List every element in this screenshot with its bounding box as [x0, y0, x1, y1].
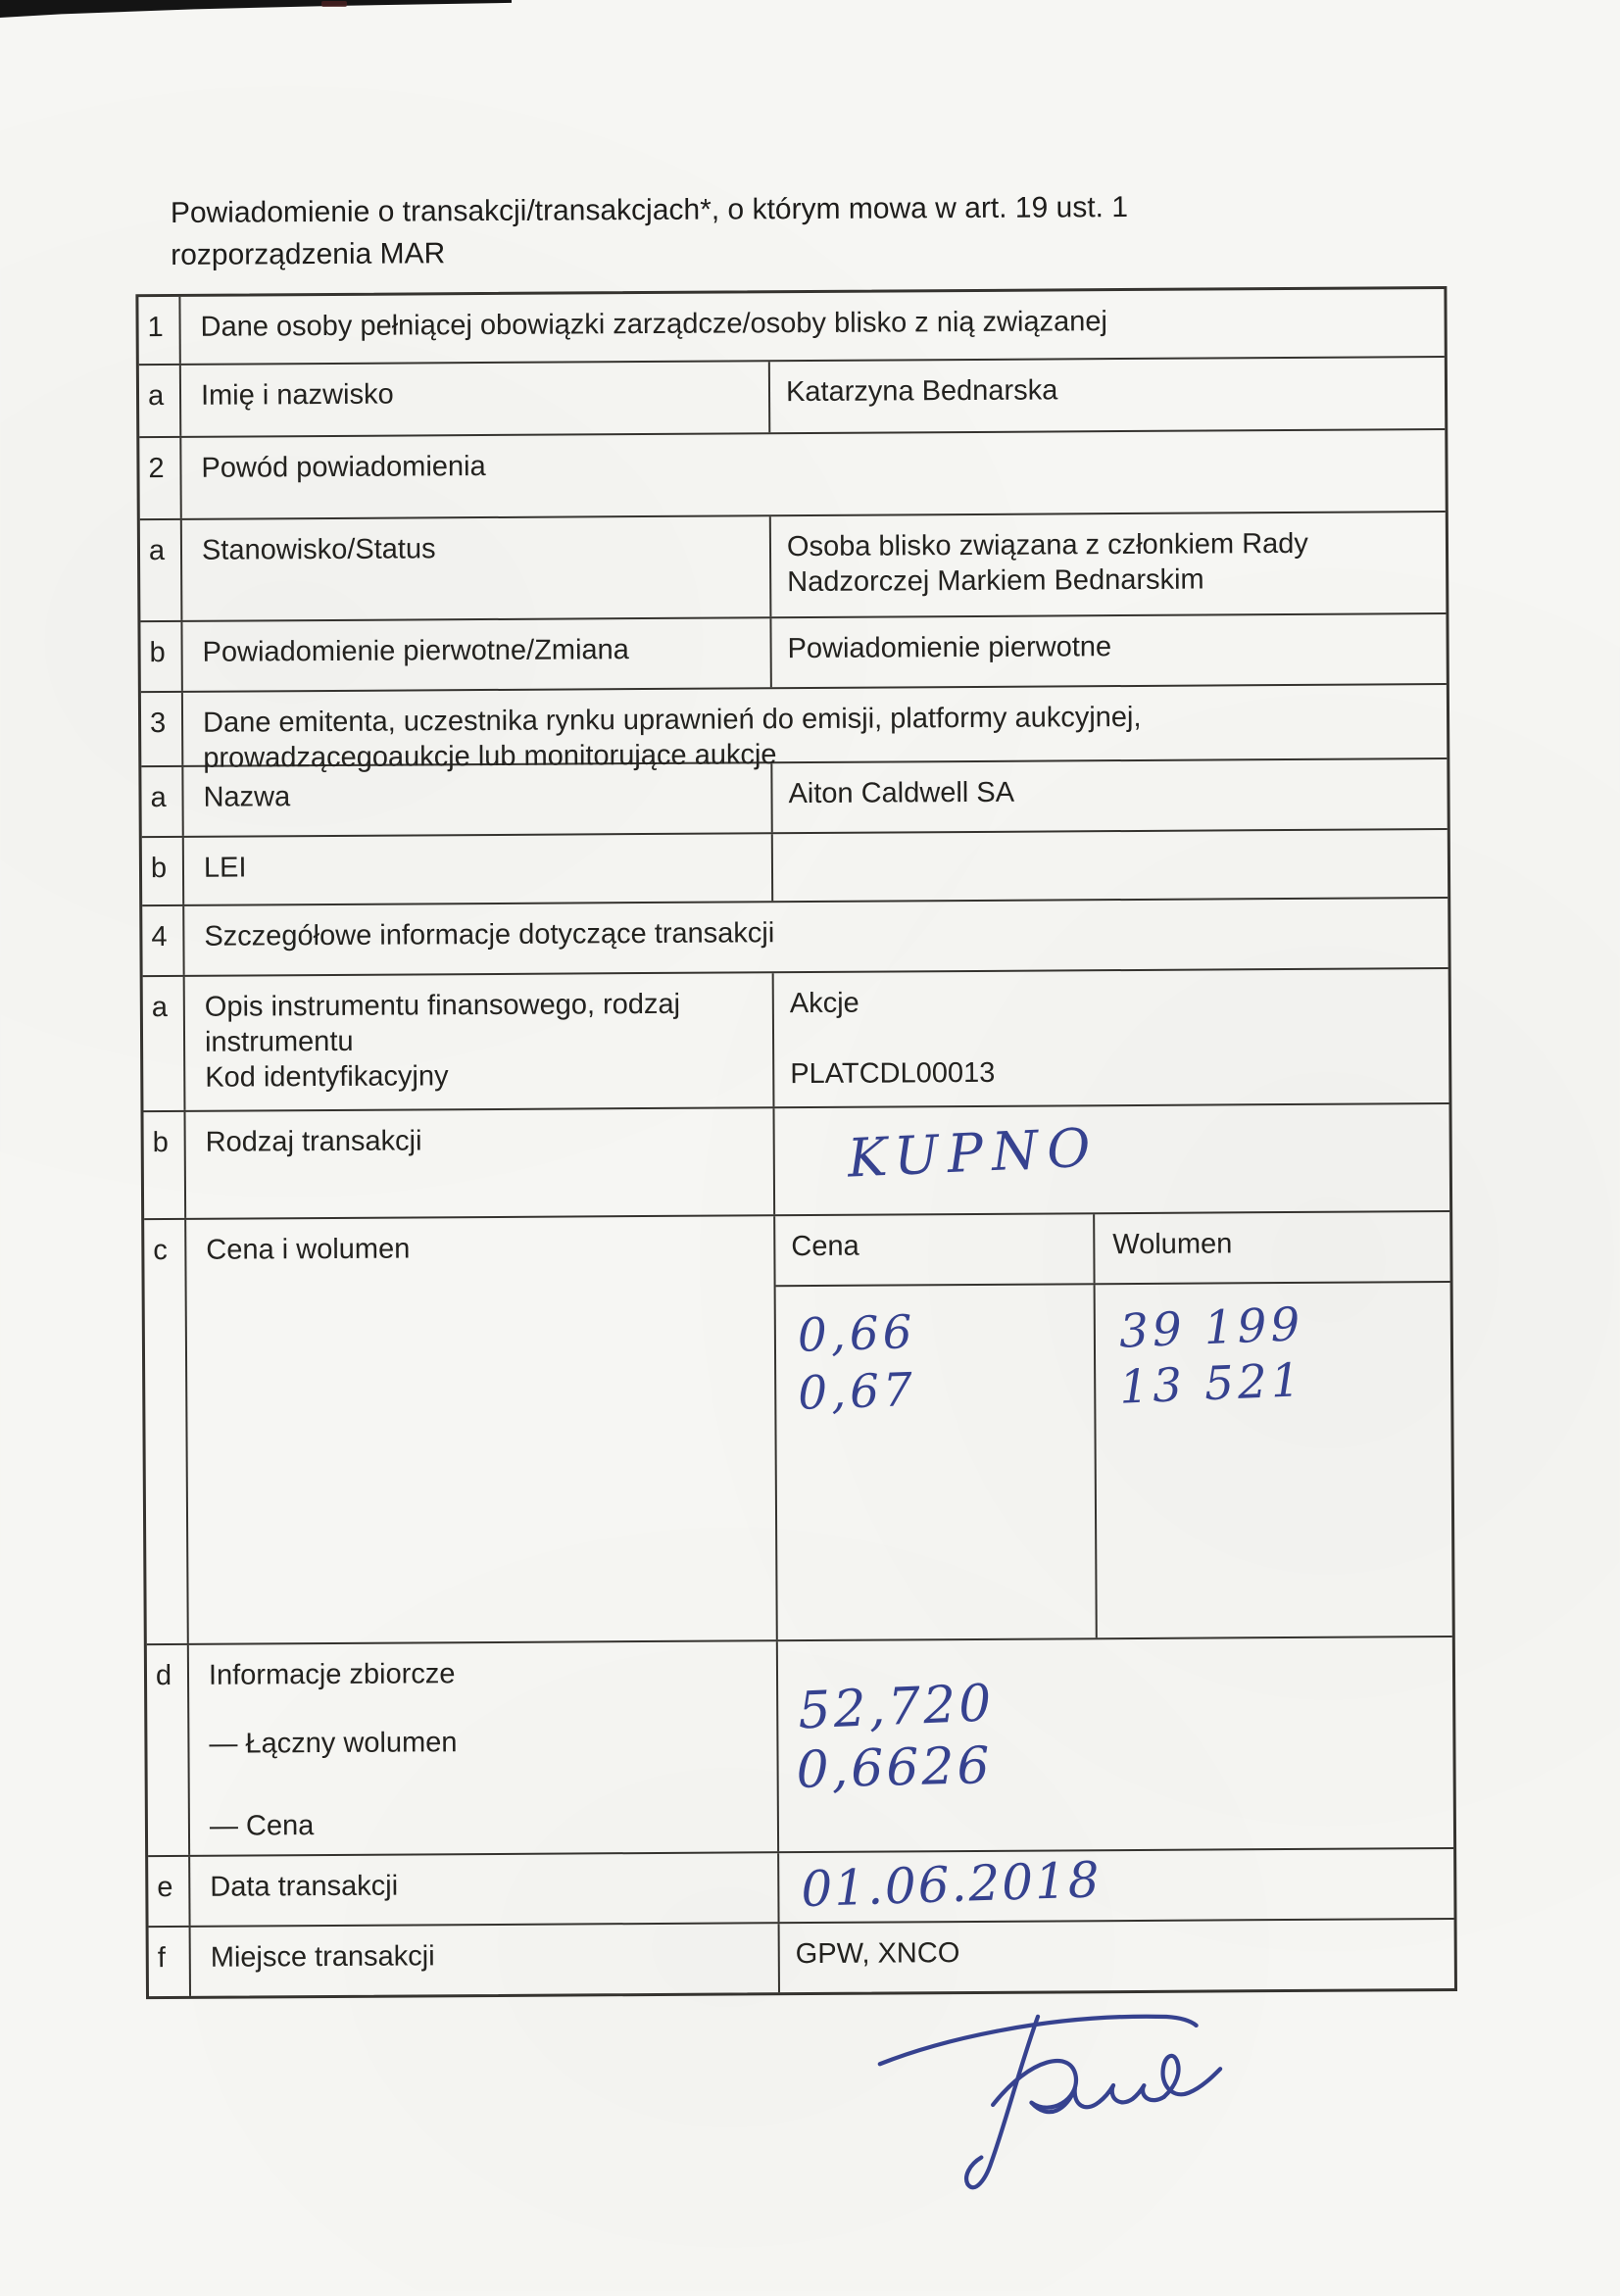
section3-heading	[183, 685, 1447, 774]
table-row-status	[140, 513, 1447, 622]
handwritten-price-1: 0,66	[797, 1305, 917, 1363]
price-volume-label: Cena i wolumen	[186, 1216, 778, 1643]
table-row-name	[139, 358, 1445, 438]
average-price-label: — Cena	[209, 1810, 315, 1842]
section1-heading: Dane osoby pełniącej obowiązki zarządcze/osoby blisko z nią związanej	[200, 306, 1107, 343]
status-label: Stanowisko/Status	[182, 516, 772, 620]
table-row-issuer-name	[141, 759, 1447, 838]
document-title-line1: Powiadomienie o transakcji/transakcjach*, o którym mowa w art. 19 ust. 1	[170, 191, 1129, 229]
row-letter: a	[139, 366, 181, 436]
total-volume-label: — Łączny wolumen	[209, 1727, 458, 1760]
table-row-notification-type	[140, 614, 1446, 693]
price-volume-subtable-header	[775, 1212, 1449, 1287]
price-volume-subtable-values	[776, 1283, 1452, 1639]
signature-ink-strokes	[867, 1992, 1233, 2202]
row-letter: a	[141, 767, 183, 836]
instrument-label	[185, 973, 775, 1110]
lei-label: LEI	[184, 834, 773, 904]
table-row-section2	[139, 430, 1445, 520]
transaction-type-label: Rodzaj transakcji	[185, 1108, 775, 1218]
instrument-label-line2: Kod identyfikacyjny	[205, 1060, 449, 1094]
table-row-lei	[142, 830, 1448, 906]
row-letter: b	[142, 838, 184, 904]
document-title	[171, 185, 1308, 276]
price-values-cell	[776, 1285, 1098, 1639]
table-row-transaction-date	[148, 1849, 1453, 1928]
section2-heading: Powód powiadomienia	[201, 451, 486, 484]
transaction-venue-value: GPW, XNCO	[795, 1937, 960, 1971]
table-row-instrument	[143, 969, 1449, 1112]
row-letter: c	[144, 1220, 189, 1643]
table-row-section1	[138, 289, 1444, 366]
row-letter: a	[140, 520, 183, 620]
row-number: 1	[138, 297, 180, 364]
row-letter: b	[140, 622, 182, 691]
status-value: Osoba blisko związana z członkiem Rady Nadzorczej Markiem Bednarskim	[786, 527, 1308, 599]
document-title-line2: rozporządzenia MAR	[171, 237, 446, 271]
transaction-type-value	[774, 1104, 1449, 1214]
instrument-value	[774, 969, 1449, 1106]
instrument-label-line1: Opis instrumentu finansowego, rodzaj instrumentu	[204, 988, 681, 1058]
row-number: 4	[142, 906, 184, 975]
row-letter: e	[148, 1857, 190, 1926]
table-row-transaction-venue	[149, 1920, 1454, 1996]
handwritten-total-volume: 52,720	[797, 1674, 996, 1741]
instrument-code-value: PLATCDL00013	[790, 1056, 996, 1091]
price-column-header: Cena	[775, 1214, 1095, 1285]
notification-type-value: Powiadomienie pierwotne	[787, 631, 1112, 665]
handwritten-volume-1: 39 199	[1117, 1297, 1305, 1359]
volume-values-cell	[1096, 1283, 1452, 1637]
row-number: 3	[141, 693, 183, 765]
table-row-price-volume	[144, 1212, 1452, 1645]
row-letter: b	[143, 1112, 186, 1218]
handwritten-transaction-type: KUPNO	[846, 1116, 1101, 1190]
notification-type-label: Powiadomienie pierwotne/Zmiana	[182, 618, 771, 691]
signature-handwriting	[867, 1992, 1233, 2202]
name-label: Imię i nazwisko	[181, 362, 770, 436]
table-row-section4	[142, 899, 1448, 977]
transaction-date-label: Data transakcji	[190, 1853, 779, 1926]
row-letter: f	[149, 1928, 191, 1996]
row-number: 2	[139, 438, 182, 518]
issuer-name-label: Nazwa	[183, 763, 772, 836]
instrument-type-value: Akcje	[789, 987, 859, 1020]
transaction-venue-label: Miejsce transakcji	[191, 1924, 780, 1996]
aggregated-info-values	[778, 1637, 1453, 1851]
lei-value	[773, 830, 1448, 901]
row-letter: a	[143, 977, 186, 1110]
section4-heading: Szczegółowe informacje dotyczące transakcji	[204, 917, 775, 953]
table-row-transaction-type	[143, 1104, 1449, 1220]
volume-column-header: Wolumen	[1112, 1228, 1233, 1261]
handwritten-average-price: 0,6626	[795, 1736, 994, 1800]
handwritten-volume-2: 13 521	[1118, 1352, 1305, 1415]
scan-artifact-smudge	[321, 1, 347, 7]
aggregated-info-label	[189, 1641, 779, 1855]
table-row-aggregated-info	[147, 1637, 1453, 1857]
name-value: Katarzyna Bednarska	[785, 374, 1058, 409]
row-letter: d	[147, 1645, 190, 1855]
handwritten-transaction-date: 01.06.2018	[800, 1851, 1103, 1919]
aggregated-info-heading: Informacje zbiorcze	[208, 1658, 456, 1691]
section3-heading-text: Dane emitenta, uczestnika rynku uprawnień do emisji, platformy aukcyjnej, prowadzącegoaukcje lub monitorujące aukcje	[202, 701, 1142, 774]
issuer-name-value: Aiton Caldwell SA	[788, 776, 1015, 810]
transaction-date-value	[779, 1849, 1453, 1922]
table-row-section3	[141, 685, 1447, 774]
price-volume-subtable	[775, 1212, 1452, 1639]
notification-form-table	[135, 286, 1457, 1999]
handwritten-price-2: 0,67	[797, 1362, 917, 1421]
